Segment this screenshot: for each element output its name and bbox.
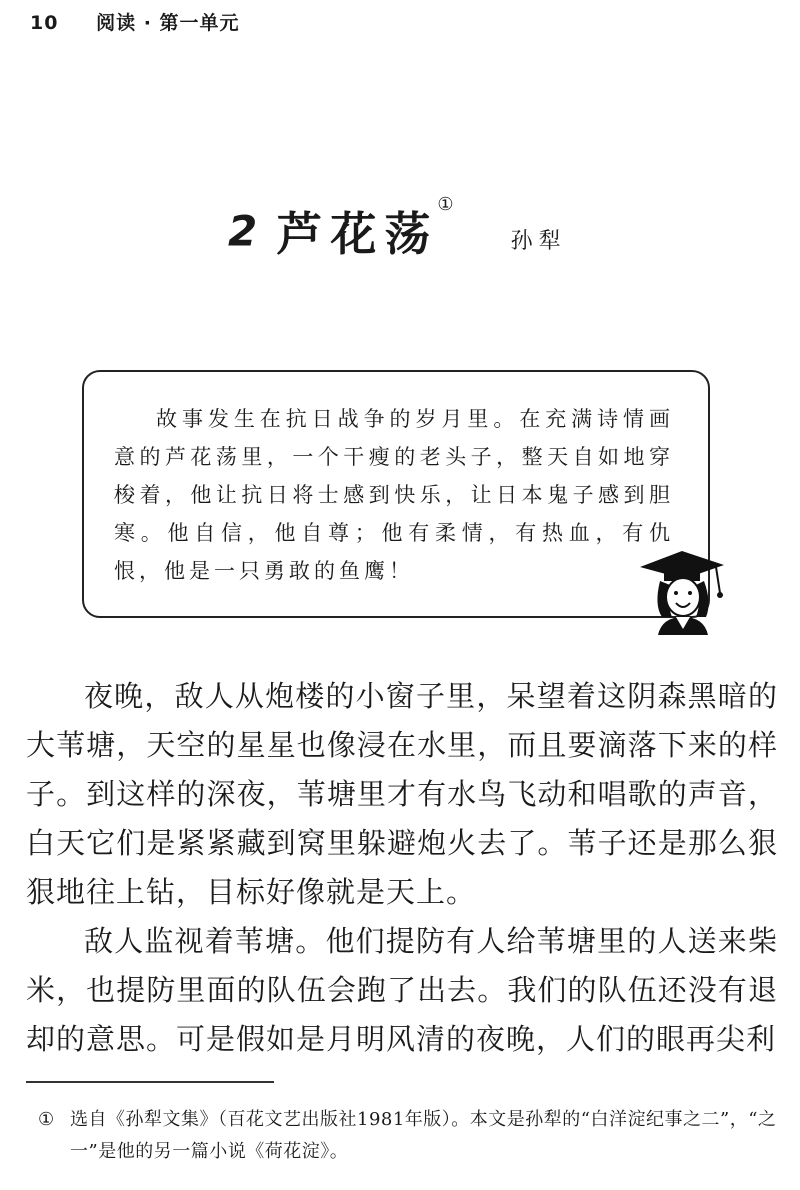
body-paragraph: 敌人监视着苇塘。他们提防有人给苇塘里的人送来柴米，也提防里面的队伍会跑了出去。我们的队伍还没有退却的意思。可是假如是月明风清的夜晚，人们的眼再尖利 [26,924,778,1056]
intro-text: 故事发生在抗日战争的岁月里。在充满诗情画意的芦花荡里，一个干瘦的老头子，整天自如地穿梭着，他让抗日将士感到快乐，让日本鬼子感到胆寒。他自信，他自尊；他有柔情，有热血，有仇恨，他是一只勇敢的鱼鹰！ [114,407,674,583]
author-name: 孙犁 [510,228,567,254]
section-title: 阅读 · 第一单元 [96,12,240,34]
intro-box [82,370,710,618]
lesson-title: 芦花荡 [276,207,439,261]
footnote [26,1104,778,1168]
footnote-text: 选自《孙犁文集》（百花文艺出版社1981年版）。本文是孙犁的“白洋淀纪事之二”，“之一”是他的另一篇小说《荷花淀》。 [70,1109,777,1162]
body-paragraph: 夜晚，敌人从炮楼的小窗子里，呆望着这阴森黑暗的大苇塘，天空的星星也像浸在水里，而且要滴落下来的样子。到这样的深夜，苇塘里才有水鸟飞动和唱歌的声音，白天它们是紧紧藏到窝里躲避炮火去了。苇子还是那么狠狠地往上钻，目标好像就是天上。 [26,679,778,909]
body-text [26,672,778,1064]
lesson-number: 2 [228,206,258,256]
lesson-heading [228,194,567,264]
title-footnote-mark[interactable]: ① [437,194,454,215]
footnote-divider [26,1081,274,1083]
footnote-number: ① [38,1109,55,1130]
page-header [30,8,240,35]
graduate-girl-icon [632,545,732,635]
page-number: 10 [30,12,59,34]
